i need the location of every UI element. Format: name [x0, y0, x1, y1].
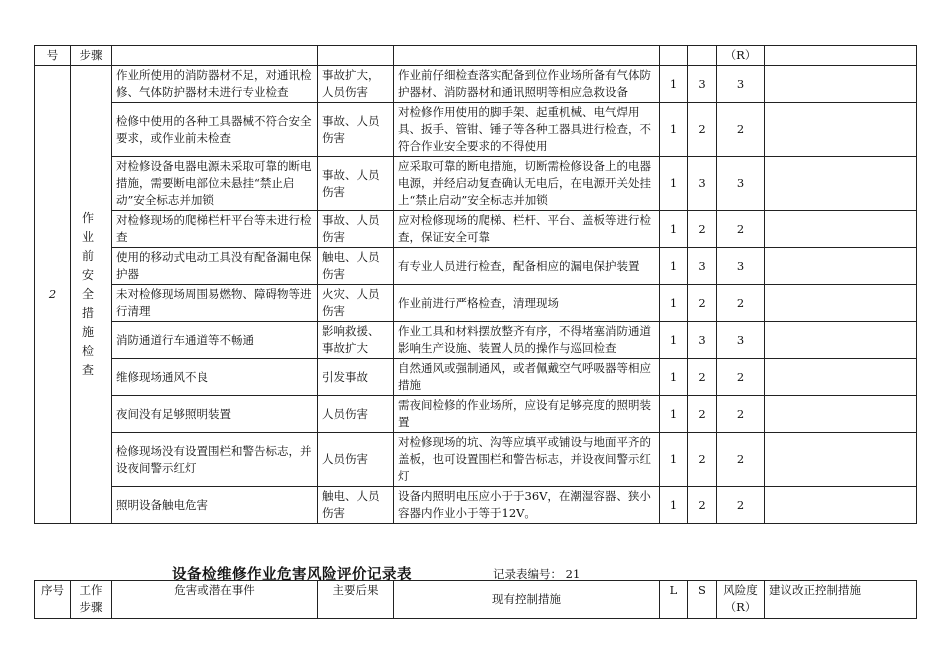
- suggestion-cell: [765, 487, 917, 524]
- severity: 2: [688, 103, 717, 157]
- risk-degree: 2: [717, 433, 765, 487]
- likelihood: 1: [660, 103, 688, 157]
- likelihood: 1: [660, 211, 688, 248]
- severity: 2: [688, 211, 717, 248]
- header-result: 主要后果: [318, 581, 394, 619]
- header-risk: 风险度（R）: [717, 581, 765, 619]
- main-result: 引发事故: [318, 359, 394, 396]
- table-row: [35, 322, 917, 359]
- hazard-event: 维修现场通风不良: [112, 359, 318, 396]
- likelihood: 1: [660, 322, 688, 359]
- control-measure: 对检修作用使用的脚手架、起重机械、电气焊用具、扳手、管钳、锤子等各种工器具进行检查，不符合作业安全要求的不得使用: [394, 103, 660, 157]
- likelihood: 1: [660, 248, 688, 285]
- likelihood: 1: [660, 359, 688, 396]
- risk-degree: 3: [717, 322, 765, 359]
- likelihood: 1: [660, 157, 688, 211]
- main-result: 事故、人员伤害: [318, 103, 394, 157]
- main-result: 影响救援、事故扩大: [318, 322, 394, 359]
- header-l: L: [660, 581, 688, 619]
- hazard-event: 消防通道行车通道等不畅通: [112, 322, 318, 359]
- hazard-event: 作业所使用的消防器材不足，对通讯检修、气体防护器材未进行专业检查: [112, 66, 318, 103]
- table-row: [35, 359, 917, 396]
- table-row: [35, 285, 917, 322]
- control-measure: 设备内照明电压应小于于36V，在潮湿容器、狭小容器内作业小于等于12V。: [394, 487, 660, 524]
- header-risk-tail: （R）: [717, 46, 765, 66]
- main-result: 事故扩大，人员伤害: [318, 66, 394, 103]
- control-measure: 应采取可靠的断电措施，切断需检修设备上的电器电源，并经启动复查确认无电后，在电源开关处挂上“禁止启动”安全标志并加锁: [394, 157, 660, 211]
- table-row: [35, 211, 917, 248]
- header-s: S: [688, 581, 717, 619]
- hazard-event: 使用的移动式电动工具没有配备漏电保护器: [112, 248, 318, 285]
- table-header-tail: [35, 46, 917, 66]
- risk-degree: 2: [717, 487, 765, 524]
- likelihood: 1: [660, 433, 688, 487]
- control-measure: 应对检修现场的爬梯、栏杆、平台、盖板等进行检查，保证安全可靠: [394, 211, 660, 248]
- table-row: [35, 396, 917, 433]
- severity: 2: [688, 359, 717, 396]
- table-row: [35, 66, 917, 103]
- severity: 2: [688, 396, 717, 433]
- main-result: 事故、人员伤害: [318, 211, 394, 248]
- risk-degree: 3: [717, 66, 765, 103]
- main-result: 人员伤害: [318, 433, 394, 487]
- risk-table-header: [34, 580, 917, 619]
- control-measure: 作业前仔细检查落实配备到位作业场所备有气体防护器材、消防器材和通讯照明等相应急救设备: [394, 66, 660, 103]
- suggestion-cell: [765, 285, 917, 322]
- control-measure: 对检修现场的坑、沟等应填平或铺设与地面平齐的盖板，也可设置围栏和警告标志，并设夜间警示红灯: [394, 433, 660, 487]
- hazard-event: 对检修现场的爬梯栏杆平台等未进行检查: [112, 211, 318, 248]
- likelihood: 1: [660, 396, 688, 433]
- main-result: 人员伤害: [318, 396, 394, 433]
- severity: 3: [688, 248, 717, 285]
- main-result: 触电、人员伤害: [318, 487, 394, 524]
- main-result: 火灾、人员伤害: [318, 285, 394, 322]
- header-step: 工作步骤: [71, 581, 112, 619]
- likelihood: 1: [660, 66, 688, 103]
- control-measure: 作业工具和材料摆放整齐有序，不得堵塞消防通道影响生产设施、装置人员的操作与巡回检查: [394, 322, 660, 359]
- hazard-event: 对检修设备电器电源未采取可靠的断电措施，需要断电部位未悬挂“禁止启动”安全标志并加锁: [112, 157, 318, 211]
- form-title: 设备检维修作业危害风险评价记录表: [172, 567, 412, 583]
- risk-degree: 3: [717, 157, 765, 211]
- header-step-tail: 步骤: [71, 46, 112, 66]
- severity: 3: [688, 66, 717, 103]
- suggestion-cell: [765, 103, 917, 157]
- risk-table-continued: [34, 45, 917, 524]
- group-number: 2: [35, 66, 71, 524]
- table-row: [35, 248, 917, 285]
- table-row: [35, 157, 917, 211]
- severity: 3: [688, 157, 717, 211]
- suggestion-cell: [765, 248, 917, 285]
- control-measure: 需夜间检修的作业场所，应设有足够亮度的照明装置: [394, 396, 660, 433]
- header-no-tail: 号: [35, 46, 71, 66]
- hazard-event: 未对检修现场周围易燃物、障碍物等进行清理: [112, 285, 318, 322]
- hazard-event: 检修中使用的各种工具器械不符合安全要求，或作业前未检查: [112, 103, 318, 157]
- hazard-event: 检修现场没有设置围栏和警告标志，并设夜间警示红灯: [112, 433, 318, 487]
- table-row: [35, 487, 917, 524]
- control-measure: 作业前进行严格检查，清理现场: [394, 285, 660, 322]
- severity: 2: [688, 285, 717, 322]
- hazard-event: 照明设备触电危害: [112, 487, 318, 524]
- header-event: 危害或潜在事件: [112, 581, 318, 619]
- table-row: [35, 433, 917, 487]
- risk-degree: 3: [717, 248, 765, 285]
- table-row: [35, 103, 917, 157]
- suggestion-cell: [765, 396, 917, 433]
- control-measure: 自然通风或强制通风，或者佩戴空气呼吸器等相应措施: [394, 359, 660, 396]
- risk-degree: 2: [717, 211, 765, 248]
- main-result: 触电、人员伤害: [318, 248, 394, 285]
- risk-degree: 2: [717, 396, 765, 433]
- control-measure: 有专业人员进行检查，配备相应的漏电保护装置: [394, 248, 660, 285]
- risk-degree: 2: [717, 285, 765, 322]
- suggestion-cell: [765, 211, 917, 248]
- suggestion-cell: [765, 66, 917, 103]
- severity: 3: [688, 322, 717, 359]
- hazard-event: 夜间没有足够照明装置: [112, 396, 318, 433]
- header-control: 现有控制措施: [394, 581, 660, 619]
- severity: 2: [688, 433, 717, 487]
- record-number: 记录表编号： 21: [493, 567, 581, 581]
- header-suggest: 建议改正控制措施: [765, 581, 917, 619]
- main-result: 事故、人员伤害: [318, 157, 394, 211]
- severity: 2: [688, 487, 717, 524]
- suggestion-cell: [765, 157, 917, 211]
- table-header-row: [35, 581, 917, 619]
- likelihood: 1: [660, 285, 688, 322]
- risk-degree: 2: [717, 103, 765, 157]
- suggestion-cell: [765, 322, 917, 359]
- suggestion-cell: [765, 433, 917, 487]
- group-step: 作业前安全措施检查: [71, 66, 112, 524]
- likelihood: 1: [660, 487, 688, 524]
- suggestion-cell: [765, 359, 917, 396]
- header-no: 序号: [35, 581, 71, 619]
- risk-degree: 2: [717, 359, 765, 396]
